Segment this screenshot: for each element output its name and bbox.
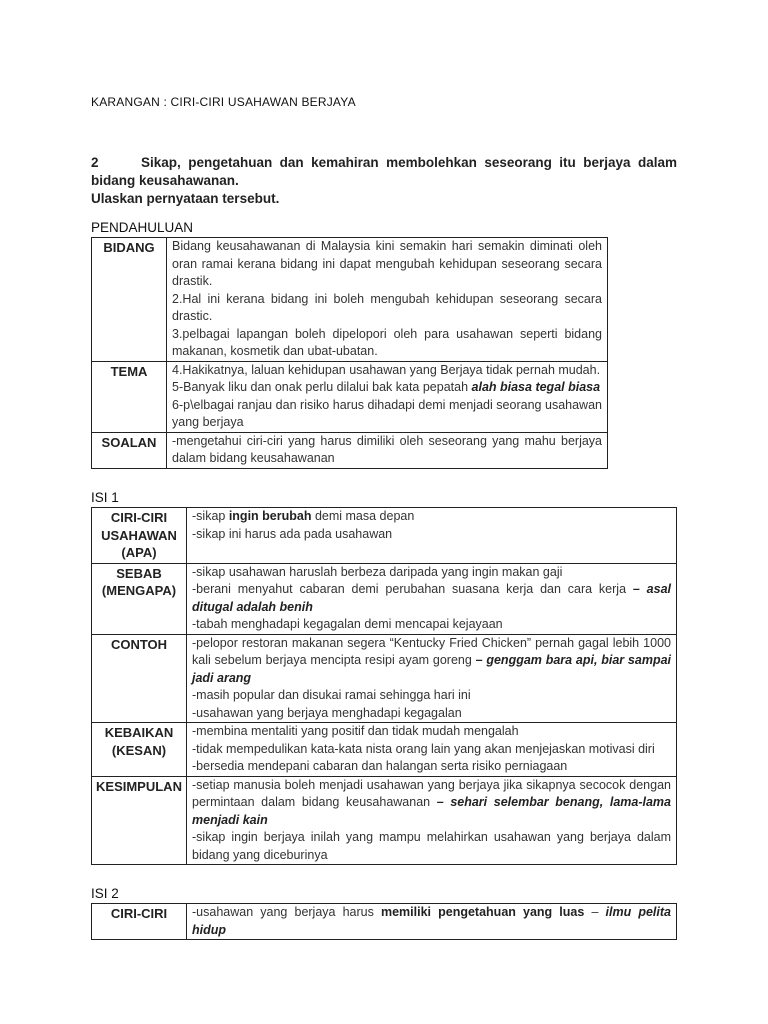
table-row (92, 563, 677, 634)
contoh-text: -pelopor restoran makanan segera “Kentucky Fried Chicken” pernah gagal lebih 1000 kali sebelum berjaya mencipta resipi ayam goreng (192, 635, 671, 667)
kesimpulan-content (187, 776, 677, 865)
table-row (92, 432, 608, 468)
pendahuluan-heading: PENDAHULUAN (91, 220, 194, 235)
tema-line (172, 379, 602, 397)
contoh-line (192, 635, 671, 688)
contoh-line: -usahawan yang berjaya menghadapi kegagalan (192, 705, 462, 720)
bidang-line: Bidang keusahawanan di Malaysia kini semakin hari semakin diminati oleh oran ramai kerana bidang ini dapat mengubah kehidupan seseorang secara drastik. (172, 239, 602, 288)
row-label-bidang: BIDANG (92, 238, 167, 362)
isi2-ciri-content (187, 904, 677, 940)
question-statement (91, 154, 677, 190)
table-row (92, 723, 677, 777)
sebab-line: -tabah menghadapi kegagalan demi mencapai kejayaan (192, 617, 503, 631)
bidang-line: 3.pelbagai lapangan boleh dipelopori oleh para usahawan seperti bidang makanan, kosmetik dan ubat-ubatan. (172, 326, 602, 358)
sebab-text: -berani menyahut cabaran demi perubahan suasana kerja dan cara kerja (192, 582, 633, 596)
pendahuluan-table (91, 237, 608, 469)
ciri-text: -sikap (192, 509, 229, 523)
contoh-line: -masih popular dan disukai ramai sehingga hari ini (192, 688, 471, 702)
document-title: KARANGAN : CIRI-CIRI USAHAWAN BERJAYA (91, 95, 356, 109)
table-row (92, 508, 677, 564)
row-label-contoh: CONTOH (92, 634, 187, 723)
tema-line: 4.Hakikatnya, laluan kehidupan usahawan yang Berjaya tidak pernah mudah. (172, 362, 601, 377)
sebab-line (192, 581, 671, 616)
table-row (92, 361, 608, 432)
soalan-content: -mengetahui ciri-ciri yang harus dimiliki oleh seseorang yang mahu berjaya dalam bidang keusahawanan (167, 432, 608, 468)
table-row (92, 634, 677, 723)
question-instruction: Ulaskan pernyataan tersebut. (91, 191, 280, 206)
isi2-dash: – (584, 905, 606, 919)
tema-line: 6-p\elbagai ranjau dan risiko harus dihadapi demi menjadi seorang usahawan yang berjaya (172, 397, 602, 429)
row-label-kebaikan: KEBAIKAN (KESAN) (92, 723, 187, 777)
peribahasa: – sehari selembar benang, lama-lama menjadi kain (192, 795, 671, 827)
essay-question (91, 154, 677, 208)
ciri-text: demi masa depan (311, 509, 415, 523)
peribahasa: – asal ditugal adalah benih (192, 582, 671, 614)
row-label-sebab: SEBAB (MENGAPA) (92, 563, 187, 634)
row-label-ciri: CIRI-CIRI (92, 904, 187, 940)
question-text: Sikap, pengetahuan dan kemahiran membolehkan seseorang itu berjaya dalam bidang keusahawanan. (91, 155, 677, 188)
kebaikan-content (187, 723, 677, 777)
isi2-heading: ISI 2 (91, 886, 119, 901)
question-number: 2 (91, 155, 99, 170)
peribahasa: alah biasa tegal biasa (471, 380, 601, 394)
ciri-content (187, 508, 677, 564)
kesimpulan-text: -setiap manusia boleh menjadi usahawan yang berjaya jika sikapnya secocok dengan permintaan dalam bidang keusahawanan (192, 777, 671, 809)
peribahasa: ilmu pelita hidup (192, 905, 671, 937)
row-label-soalan: SOALAN (92, 432, 167, 468)
isi1-table (91, 507, 677, 865)
bidang-content (167, 238, 608, 362)
kebaikan-line: -membina mentaliti yang positif dan tidak mudah mengalah (192, 724, 519, 738)
tema-content (167, 361, 608, 432)
row-label-ciri: CIRI-CIRI USAHAWAN (APA) (92, 508, 187, 564)
isi2-table (91, 903, 677, 940)
row-label-kesimpulan: KESIMPULAN (92, 776, 187, 865)
kesimpulan-line (192, 777, 671, 830)
isi1-heading: ISI 1 (91, 490, 119, 505)
kebaikan-line: -bersedia mendepani cabaran dan halangan serta risiko perniagaan (192, 759, 568, 773)
kebaikan-line: -tidak mempedulikan kata-kata nista orang lain yang akan menjejaskan motivasi diri (192, 741, 655, 756)
kesimpulan-line: -sikap ingin berjaya inilah yang mampu melahirkan usahawan yang berjaya dalam bidang yang diceburinya (192, 830, 671, 862)
ciri-line (192, 508, 671, 526)
sebab-content (187, 563, 677, 634)
row-label-tema: TEMA (92, 361, 167, 432)
isi2-keyword: memiliki pengetahuan yang luas (380, 905, 585, 919)
bidang-line: 2.Hal ini kerana bidang ini boleh mengubah kehidupan seseorang secara drastic. (172, 291, 602, 323)
ciri-line: -sikap ini harus ada pada usahawan (192, 526, 393, 541)
table-row (92, 238, 608, 362)
peribahasa: – genggam bara api, biar sampai jadi arang (192, 653, 672, 685)
tema-text: 5-Banyak liku dan onak perlu dilalui bak kata pepatah (172, 380, 472, 394)
isi2-text: -usahawan yang berjaya harus (192, 905, 381, 919)
ciri-keyword: ingin berubah (228, 509, 312, 523)
contoh-content (187, 634, 677, 723)
table-row (92, 904, 677, 940)
table-row (92, 776, 677, 865)
sebab-line: -sikap usahawan haruslah berbeza daripada yang ingin makan gaji (192, 564, 563, 579)
